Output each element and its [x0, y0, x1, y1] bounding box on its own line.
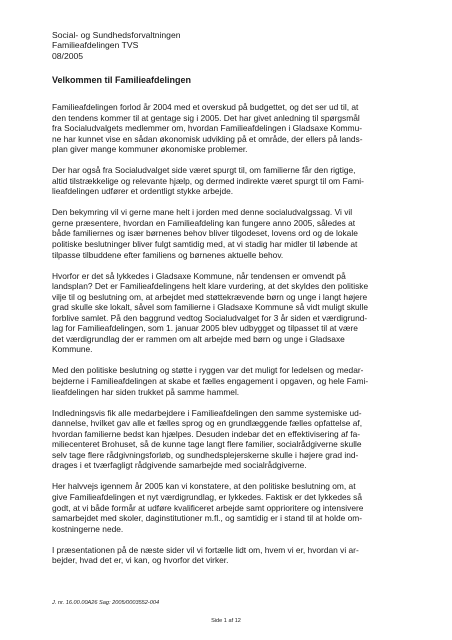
- paragraph-line: dannelse, hvilket gav alle et fælles sprog og en grundlæggende fælles opfattelse af,: [52, 418, 363, 429]
- paragraph-line: Her halvvejs igennem år 2005 kan vi konstatere, at den politiske beslutning om, at: [52, 481, 356, 492]
- letterhead-unit: Familieafdelingen TVS: [52, 40, 139, 51]
- paragraph-line: lag for Familieafdelingen, som 1. januar 2005 blev udbygget og tilpasset til at være: [52, 323, 358, 334]
- paragraph: [52, 165, 400, 197]
- paragraph-line: den tendens kommer til at gentage sig i 2005. Det har givet anledning til spørgsmål: [52, 112, 360, 123]
- paragraph-line: altid tilstrækkelige og relevante hjælp, og dermed indirekte været spurgt til om Fami-: [52, 175, 364, 186]
- paragraph: [52, 207, 400, 260]
- paragraph-line: Med den politiske beslutning og støtte i ryggen var det muligt for ledelsen og medar-: [52, 365, 364, 376]
- paragraph-line: fra Socialudvalgets medlemmer om, hvordan Familieafdelingen i Gladsaxe Kommu-: [52, 123, 363, 134]
- paragraph-line: give Familieafdelingen et nyt værdigrundlag, er lykkedes. Faktisk er det lykkedes så: [52, 491, 363, 502]
- page-number: Side 1 af 12: [211, 618, 241, 624]
- paragraph-line: Indledningsvis fik alle medarbejdere i Familieafdelingen den samme systemiske ud-: [52, 407, 362, 418]
- paragraph-line: gerne præsentere, hvordan en Familieafdeling kan fungere anno 2005, således at: [52, 217, 356, 228]
- paragraph: [52, 408, 400, 471]
- paragraph: [52, 545, 400, 566]
- paragraph-line: hvordan familierne bedst kan hjælpes. Desuden indebar det en effektivisering af fa-: [52, 428, 361, 439]
- paragraph-line: politiske beslutninger bliver fulgt samtidig med, at vi stadig har midler til løbende at: [52, 239, 358, 250]
- paragraph-line: Den bekymring vil vi gerne mane helt i jorden med denne socialudvalgssag. Vi vil: [52, 207, 353, 218]
- paragraph: [52, 365, 400, 397]
- paragraph-line: selv tage flere rådgivningsforløb, og sundhedsplejerskerne skulle i højere grad ind-: [52, 449, 359, 460]
- paragraph-line: Der har også fra Socialudvalget side været spurgt til, om familierne får den rigtige,: [52, 165, 356, 176]
- paragraph-line: ne har kunnet vise en sådan økonomisk udvikling på et område, der ellers på lands-: [52, 133, 363, 144]
- paragraph: [52, 271, 400, 355]
- paragraph-line: drages i et tværfagligt rådgivende samarbejde med socialrådgiverne.: [52, 460, 307, 471]
- paragraph-line: vilje til og beslutning om, at arbejdet med støttekrævende børn og unge i langt højere: [52, 291, 368, 302]
- letterhead: [52, 30, 181, 61]
- letterhead-department: Social- og Sundhedsforvaltningen: [52, 30, 181, 40]
- paragraph-line: Familieafdelingen forlod år 2004 med et overskud på budgettet, og det ser ud til, at: [52, 102, 359, 112]
- paragraph-line: lieafdelingen udfører et ordentligt stykke arbejde.: [52, 186, 234, 197]
- paragraph-line: samarbejdet med skoler, daginstitutioner m.fl., og samtidig er i stand til at holde om-: [52, 513, 363, 524]
- paragraph: [52, 102, 400, 155]
- paragraph-line: tilpasse tilbuddene efter familiens og børnenes aktuelle behov.: [52, 249, 284, 260]
- paragraph-line: Hvorfor er det så lykkedes i Gladsaxe Kommune, når tendensen er omvendt på: [52, 270, 346, 281]
- letterhead-date: 08/2005: [52, 50, 84, 61]
- paragraph-line: miliecenteret Brohuset, så de kunne tage langt flere familier, socialrådgiverne skulle: [52, 439, 362, 450]
- paragraph-line: grad skulle ske lokalt, såvel som familierne i Gladsaxe Kommune så vidt muligt skulle: [52, 302, 369, 313]
- document-title: Velkommen til Familieafdelingen: [52, 75, 192, 85]
- paragraph-line: I præsentationen på de næste sider vil vi fortælle lidt om, hvem vi er, hvordan vi ar-: [52, 544, 359, 555]
- paragraph-line: landsplan? Det er Familieafdelingens helt klare vurdering, at det skyldes den politiske: [52, 281, 369, 292]
- footer-reference: J. nr. 16.00.00A26 Sag: 2005/0003552-004: [52, 600, 160, 606]
- paragraph-line: bejderne i Familieafdelingen at skabe et fælles engagement i opgaven, og hele Fami-: [52, 376, 369, 387]
- paragraph-line: godt, at vi både formår at udføre kvalificeret arbejde samt opprioritere og intensivere: [52, 502, 364, 513]
- paragraph-line: bejder, hvad det er, vi kan, og hvorfor det virker.: [52, 555, 229, 566]
- paragraph-line: Kommune.: [52, 344, 93, 355]
- paragraph-line: det værdigrundlag der er rammen om alt arbejde med børn og unge i Gladsaxe: [52, 333, 345, 344]
- document-body: [52, 102, 400, 576]
- paragraph-line: både familiernes og især børnenes behov bliver tilgodeset, lovens ord og de lokale: [52, 228, 358, 239]
- paragraph: [52, 481, 400, 534]
- paragraph-line: kostningerne nede.: [52, 523, 124, 534]
- paragraph-line: lieafdelingen har siden trukket på samme hammel.: [52, 386, 240, 397]
- paragraph-line: forblive samlet. På den baggrund vedtog Socialudvalget for 3 år siden et værdigrund-: [52, 312, 368, 323]
- paragraph-line: plan giver mange kommuner økonomiske problemer.: [52, 144, 248, 155]
